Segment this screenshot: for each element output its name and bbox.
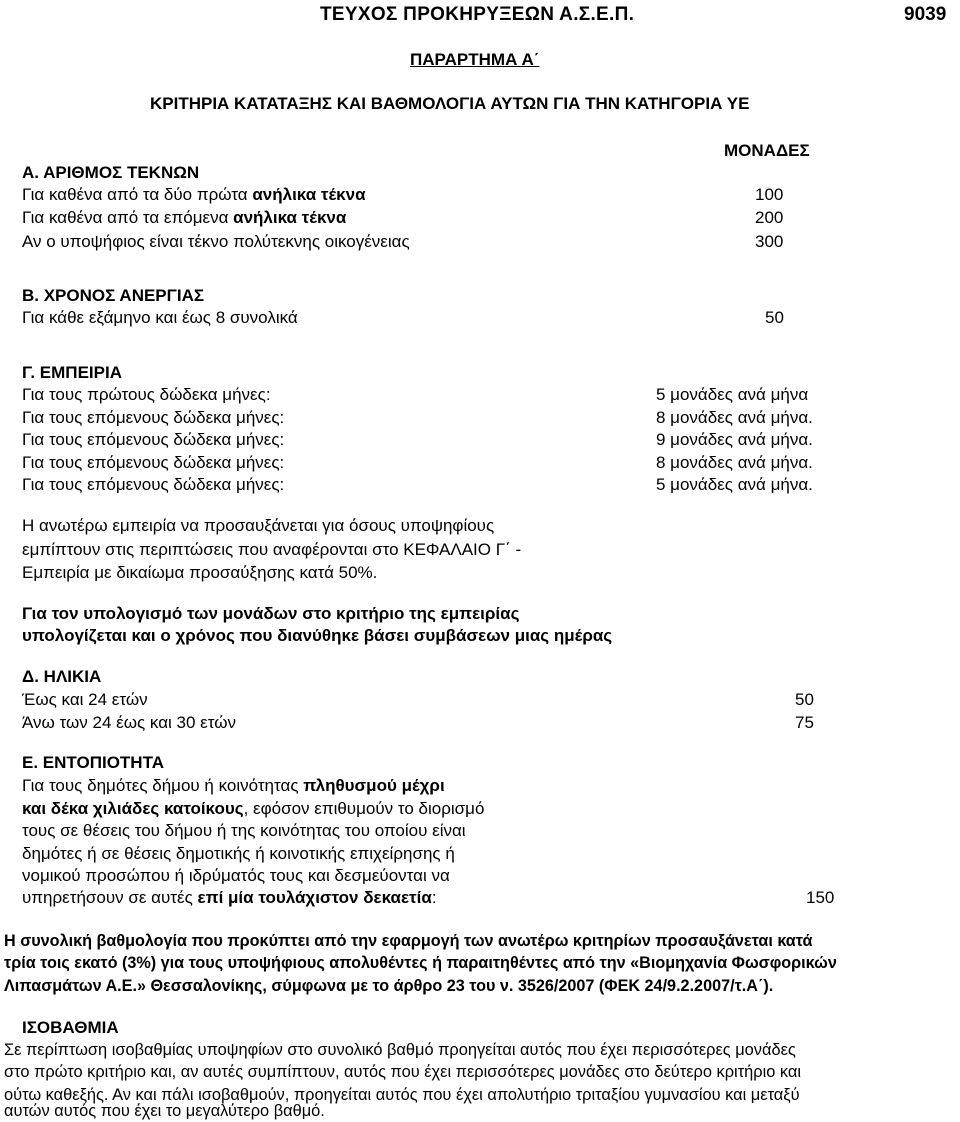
- tie-line-3: ούτω καθεξής. Αν και πάλι ισοβαθμούν, προηγείται αυτός που έχει απολυτήριο τριταξίου γυμνασίου και μεταξύ: [4, 1086, 800, 1104]
- section-c-row-3: Για τους επόμενους δώδεκα μήνες:: [22, 430, 285, 449]
- section-c-row-2-value: 8 μονάδες ανά μήνα.: [656, 408, 813, 427]
- units-column-header: ΜΟΝΑΔΕΣ: [724, 141, 810, 160]
- section-d-row-1: Έως και 24 ετών: [22, 690, 148, 709]
- text-run-bold: επί μία τουλάχιστον δεκαετία: [197, 888, 432, 907]
- tie-line-2: στο πρώτο κριτήριο και, αν αυτές συμπίπτουν, αυτός που έχει περισσότερες μονάδες στο δεύτερο κριτήριο και: [4, 1063, 802, 1081]
- section-c-row-5: Για τους επόμενους δώδεκα μήνες:: [22, 475, 285, 494]
- text-run-bold: πληθυσμού μέχρι: [303, 776, 445, 795]
- section-a-row-1-value: 100: [755, 185, 784, 204]
- section-c-row-3-value: 9 μονάδες ανά μήνα.: [656, 430, 813, 449]
- document-title: ΚΡΙΤΗΡΙΑ ΚΑΤΑΤΑΞΗΣ ΚΑΙ ΒΑΘΜΟΛΟΓΙΑ ΑΥΤΩΝ ΓΙΑ ΤΗΝ ΚΑΤΗΓΟΡΙΑ ΥΕ: [150, 94, 750, 113]
- section-b-row-1-value: 50: [765, 308, 784, 327]
- section-c-row-4: Για τους επόμενους δώδεκα μήνες:: [22, 453, 285, 472]
- section-e-line-3: τους σε θέσεις του δήμου ή της κοινότητας του οποίου είναι: [22, 821, 466, 840]
- text-run: Για τους δημότες δήμου ή κοινότητας: [22, 776, 304, 795]
- section-c-row-1-value: 5 μονάδες ανά μήνα: [656, 385, 809, 404]
- text-run-bold: και δέκα χιλιάδες κατοίκους: [22, 799, 244, 818]
- row-label: Αν ο υποψήφιος είναι τέκνο πολύτεκνης οικογένειας: [22, 232, 410, 251]
- section-b-row-1: Για κάθε εξάμηνο και έως 8 συνολικά: [22, 308, 298, 327]
- section-e-heading: Ε. ΕΝΤΟΠΙΟΤΗΤΑ: [22, 753, 164, 772]
- tie-heading: ΙΣΟΒΑΘΜΙΑ: [22, 1018, 119, 1037]
- section-e-value: 150: [806, 888, 835, 907]
- section-d-row-1-value: 50: [795, 690, 814, 709]
- total-note-line-1: Η συνολική βαθμολογία που προκύπτει από την εφαρμογή των ανωτέρω κριτηρίων προσαυξάνεται κατά: [4, 932, 813, 950]
- page-number: 9039: [904, 4, 947, 25]
- section-e-line-1: [22, 775, 445, 797]
- total-note-line-2: τρία τοις εκατό (3%) για τους υποψήφιους απολυθέντες ή παραιτηθέντες από την «Βιομηχανία Φωσφορικών: [4, 954, 837, 972]
- section-d-row-2-value: 75: [795, 713, 814, 732]
- experience-bold-note-line-2: υπολογίζεται και ο χρόνος που διανύθηκε βάσει συμβάσεων μιας ημέρας: [22, 626, 613, 645]
- section-e-line-5: νομικού προσώπου ή ιδρύματός τους και δεσμεύονται να: [22, 866, 450, 885]
- annex-title: ΠΑΡΑΡΤΗΜΑ Α΄: [410, 50, 540, 69]
- row-label: Για καθένα από τα δύο πρώτα: [22, 185, 253, 204]
- section-a-row-3-value: 300: [755, 232, 784, 251]
- section-a-row-3: [22, 231, 410, 253]
- section-a-row-2-value: 200: [755, 208, 784, 227]
- section-c-row-5-value: 5 μονάδες ανά μήνα.: [656, 475, 813, 494]
- section-d-row-2: Άνω των 24 έως και 30 ετών: [22, 713, 236, 732]
- section-c-row-4-value: 8 μονάδες ανά μήνα.: [656, 453, 813, 472]
- gazette-header-title: ΤΕΥΧΟΣ ΠΡΟΚΗΡΥΞΕΩΝ Α.Σ.Ε.Π.: [320, 4, 635, 25]
- section-c-heading: Γ. ΕΜΠΕΙΡΙΑ: [22, 363, 122, 382]
- tie-line-4: αυτών αυτός που έχει το μεγαλύτερο βαθμό.: [4, 1102, 325, 1120]
- section-b-heading: Β. ΧΡΟΝΟΣ ΑΝΕΡΓΙΑΣ: [22, 286, 205, 305]
- section-a-row-1: [22, 184, 366, 206]
- section-e-line-4: δημότες ή σε θέσεις δημοτικής ή κοινοτικής επιχείρησης ή: [22, 844, 455, 863]
- section-e-line-2: [22, 798, 484, 820]
- section-a-heading: Α. ΑΡΙΘΜΟΣ ΤΕΚΝΩΝ: [22, 163, 200, 182]
- section-c-row-2: Για τους επόμενους δώδεκα μήνες:: [22, 408, 285, 427]
- section-a-row-2: [22, 207, 346, 229]
- experience-bold-note-line-1: Για τον υπολογισμό των μονάδων στο κριτήριο της εμπειρίας: [22, 604, 520, 623]
- text-run: , εφόσον επιθυμούν το διορισμό: [243, 799, 485, 818]
- text-run: :: [431, 888, 437, 907]
- experience-note-line-2: εμπίπτουν στις περιπτώσεις που αναφέρονται στο ΚΕΦΑΛΑΙΟ Γ΄ -: [22, 540, 522, 559]
- text-run: υπηρετήσουν σε αυτές: [22, 888, 198, 907]
- row-label: Για καθένα από τα επόμενα: [22, 208, 234, 227]
- row-label-bold: ανήλικα τέκνα: [233, 208, 347, 227]
- total-note-line-3: Λιπασμάτων Α.Ε.» Θεσσαλονίκης, σύμφωνα με το άρθρο 23 του ν. 3526/2007 (ΦΕΚ 24/9.2.2007/τ.Α΄).: [4, 977, 774, 995]
- section-d-heading: Δ. ΗΛΙΚΙΑ: [22, 667, 102, 686]
- experience-note-line-1: Η ανωτέρω εμπειρία να προσαυξάνεται για όσους υποψηφίους: [22, 516, 495, 535]
- experience-note-line-3: Εμπειρία με δικαίωμα προσαύξησης κατά 50%.: [22, 563, 378, 582]
- tie-line-1: Σε περίπτωση ισοβαθμίας υποψηφίων στο συνολικό βαθμό προηγείται αυτός που έχει περισσότερες μονάδες: [4, 1041, 796, 1059]
- row-label-bold: ανήλικα τέκνα: [252, 185, 366, 204]
- section-e-line-6: [22, 887, 437, 909]
- section-c-row-1: Για τους πρώτους δώδεκα μήνες:: [22, 385, 271, 404]
